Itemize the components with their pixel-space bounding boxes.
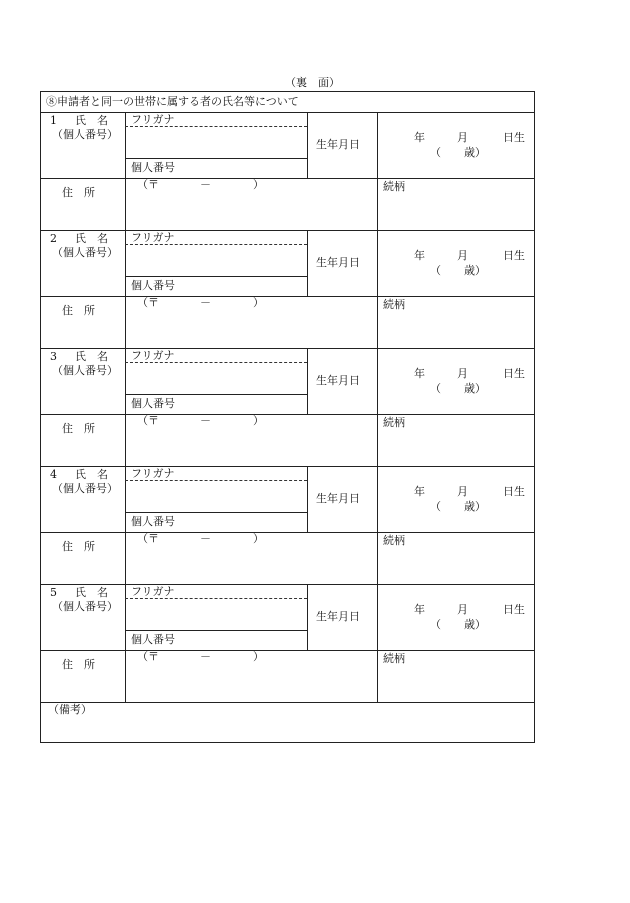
birth-label-divider-left bbox=[307, 112, 308, 178]
year-label: 年 bbox=[414, 249, 425, 262]
name-column-divider bbox=[125, 112, 126, 178]
postal-close: ） bbox=[253, 532, 264, 545]
personal-number-paren-label: （個人番号） bbox=[52, 482, 118, 495]
day-born-label: 日生 bbox=[503, 131, 525, 144]
block-divider bbox=[40, 348, 535, 349]
personal-number-label: 個人番号 bbox=[131, 515, 175, 528]
relationship-label: 続柄 bbox=[383, 298, 405, 311]
postal-dash: － bbox=[200, 532, 211, 545]
address-label: 住 所 bbox=[62, 658, 95, 671]
birth-date-label: 生年月日 bbox=[316, 256, 360, 269]
name-address-divider bbox=[40, 650, 535, 651]
birth-date-label: 生年月日 bbox=[316, 492, 360, 505]
address-label: 住 所 bbox=[62, 422, 95, 435]
age-open: （ bbox=[430, 264, 441, 277]
age-open: （ bbox=[430, 146, 441, 159]
personal-number-label: 個人番号 bbox=[131, 279, 175, 292]
birth-label-divider-left bbox=[307, 584, 308, 650]
year-label: 年 bbox=[414, 131, 425, 144]
age-open: （ bbox=[430, 382, 441, 395]
month-label: 月 bbox=[457, 485, 468, 498]
birth-label-divider-left bbox=[307, 348, 308, 414]
postal-open: （〒 bbox=[137, 650, 159, 663]
birth-date-label: 生年月日 bbox=[316, 374, 360, 387]
address-label-divider bbox=[125, 532, 126, 584]
postal-dash: － bbox=[200, 414, 211, 427]
section-title: ⑧申請者と同一の世帯に属する者の氏名等について bbox=[46, 95, 299, 108]
postal-close: ） bbox=[253, 296, 264, 309]
block-divider bbox=[40, 466, 535, 467]
address-label-divider bbox=[125, 414, 126, 466]
page-header: （裏 面） bbox=[285, 76, 340, 89]
month-label: 月 bbox=[457, 367, 468, 380]
relationship-label: 続柄 bbox=[383, 180, 405, 193]
personal-number-divider bbox=[125, 630, 307, 631]
postal-close: ） bbox=[253, 650, 264, 663]
personal-number-label: 個人番号 bbox=[131, 161, 175, 174]
day-born-label: 日生 bbox=[503, 367, 525, 380]
age-close: 歳） bbox=[464, 382, 486, 395]
name-label: 氏 名 bbox=[75, 586, 108, 599]
member-number: 2 bbox=[50, 232, 57, 245]
address-label-divider bbox=[125, 296, 126, 348]
remarks-label: （備考） bbox=[48, 703, 92, 716]
day-born-label: 日生 bbox=[503, 603, 525, 616]
address-label: 住 所 bbox=[62, 186, 95, 199]
age-close: 歳） bbox=[464, 500, 486, 513]
postal-open: （〒 bbox=[137, 178, 159, 191]
birth-label-divider-right bbox=[377, 466, 378, 584]
birth-date-label: 生年月日 bbox=[316, 138, 360, 151]
furigana-label: フリガナ bbox=[131, 467, 175, 480]
address-label-divider bbox=[125, 650, 126, 702]
postal-open: （〒 bbox=[137, 414, 159, 427]
name-column-divider bbox=[125, 348, 126, 414]
furigana-divider bbox=[125, 126, 307, 127]
furigana-divider bbox=[125, 480, 307, 481]
age-open: （ bbox=[430, 618, 441, 631]
personal-number-paren-label: （個人番号） bbox=[52, 246, 118, 259]
month-label: 月 bbox=[457, 131, 468, 144]
name-column-divider bbox=[125, 230, 126, 296]
name-address-divider bbox=[40, 296, 535, 297]
month-label: 月 bbox=[457, 603, 468, 616]
day-born-label: 日生 bbox=[503, 249, 525, 262]
furigana-label: フリガナ bbox=[131, 585, 175, 598]
name-address-divider bbox=[40, 178, 535, 179]
birth-label-divider-right bbox=[377, 112, 378, 230]
member-number: 1 bbox=[50, 114, 57, 127]
address-label-divider bbox=[125, 178, 126, 230]
relationship-label: 続柄 bbox=[383, 534, 405, 547]
block-divider bbox=[40, 230, 535, 231]
day-born-label: 日生 bbox=[503, 485, 525, 498]
birth-label-divider-left bbox=[307, 466, 308, 532]
relationship-label: 続柄 bbox=[383, 416, 405, 429]
furigana-divider bbox=[125, 598, 307, 599]
age-close: 歳） bbox=[464, 264, 486, 277]
age-open: （ bbox=[430, 500, 441, 513]
personal-number-divider bbox=[125, 394, 307, 395]
birth-date-label: 生年月日 bbox=[316, 610, 360, 623]
postal-open: （〒 bbox=[137, 296, 159, 309]
postal-dash: － bbox=[200, 178, 211, 191]
name-column-divider bbox=[125, 466, 126, 532]
member-number: 3 bbox=[50, 350, 57, 363]
block-divider bbox=[40, 584, 535, 585]
birth-label-divider-right bbox=[377, 230, 378, 348]
age-close: 歳） bbox=[464, 146, 486, 159]
name-address-divider bbox=[40, 414, 535, 415]
personal-number-paren-label: （個人番号） bbox=[52, 128, 118, 141]
personal-number-label: 個人番号 bbox=[131, 397, 175, 410]
personal-number-divider bbox=[125, 512, 307, 513]
name-label: 氏 名 bbox=[75, 114, 108, 127]
postal-close: ） bbox=[253, 178, 264, 191]
personal-number-divider bbox=[125, 276, 307, 277]
form-frame bbox=[40, 91, 535, 743]
month-label: 月 bbox=[457, 249, 468, 262]
postal-open: （〒 bbox=[137, 532, 159, 545]
year-label: 年 bbox=[414, 367, 425, 380]
birth-label-divider-left bbox=[307, 230, 308, 296]
relationship-label: 続柄 bbox=[383, 652, 405, 665]
name-label: 氏 名 bbox=[75, 468, 108, 481]
personal-number-paren-label: （個人番号） bbox=[52, 600, 118, 613]
postal-dash: － bbox=[200, 296, 211, 309]
personal-number-divider bbox=[125, 158, 307, 159]
address-label: 住 所 bbox=[62, 304, 95, 317]
block-divider bbox=[40, 702, 535, 703]
postal-dash: － bbox=[200, 650, 211, 663]
name-label: 氏 名 bbox=[75, 232, 108, 245]
furigana-divider bbox=[125, 244, 307, 245]
year-label: 年 bbox=[414, 603, 425, 616]
birth-label-divider-right bbox=[377, 584, 378, 702]
name-column-divider bbox=[125, 584, 126, 650]
personal-number-label: 個人番号 bbox=[131, 633, 175, 646]
member-number: 5 bbox=[50, 586, 57, 599]
name-label: 氏 名 bbox=[75, 350, 108, 363]
title-divider bbox=[40, 112, 535, 113]
address-label: 住 所 bbox=[62, 540, 95, 553]
personal-number-paren-label: （個人番号） bbox=[52, 364, 118, 377]
furigana-label: フリガナ bbox=[131, 231, 175, 244]
birth-label-divider-right bbox=[377, 348, 378, 466]
age-close: 歳） bbox=[464, 618, 486, 631]
year-label: 年 bbox=[414, 485, 425, 498]
name-address-divider bbox=[40, 532, 535, 533]
member-number: 4 bbox=[50, 468, 57, 481]
furigana-divider bbox=[125, 362, 307, 363]
postal-close: ） bbox=[253, 414, 264, 427]
furigana-label: フリガナ bbox=[131, 349, 175, 362]
furigana-label: フリガナ bbox=[131, 113, 175, 126]
